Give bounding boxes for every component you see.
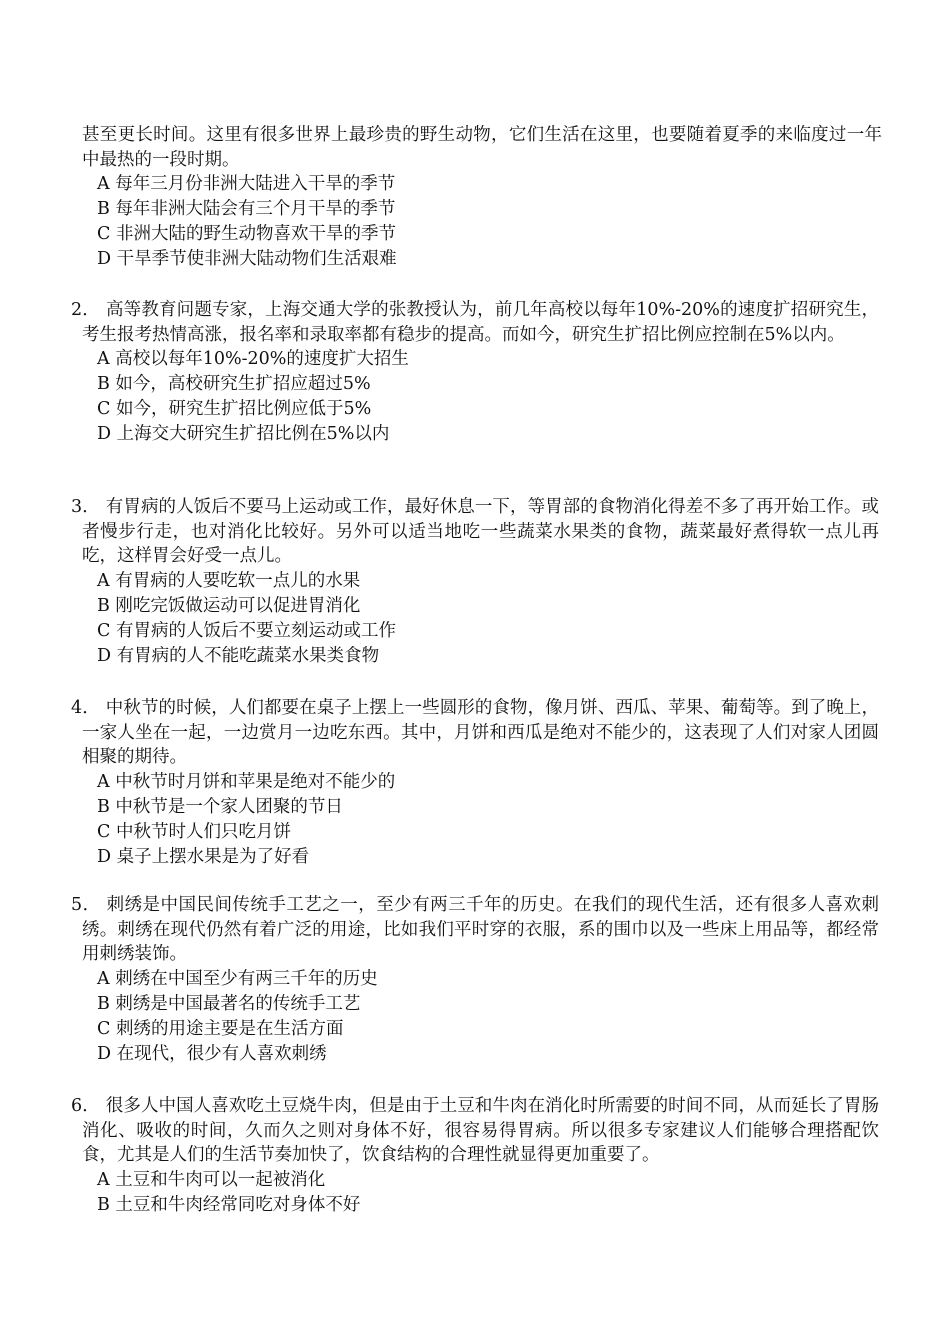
option-a[interactable]: A 每年三月份非洲大陆进入干旱的季节 [97, 174, 396, 194]
option-b[interactable]: B 每年非洲大陆会有三个月干旱的季节 [97, 199, 396, 219]
question-6-passage [71, 1094, 879, 1168]
option-c[interactable]: C 如今，研究生扩招比例应低于5% [97, 399, 372, 419]
option-a[interactable]: A 有胃病的人要吃软一点儿的水果 [97, 570, 361, 591]
passage-text: 中秋节的时候，人们都要在桌子上摆上一些圆形的食物，像月饼、西瓜、苹果、葡萄等。到了晚上，一家人坐在一起，一边赏月一边吃东西。其中，月饼和西瓜是绝对不能少的，这表现了人们对家人团圆相聚的期待。 [82, 698, 880, 767]
question-number: 3． [71, 497, 100, 517]
question-2 [71, 298, 879, 447]
question-number: 5． [71, 895, 101, 915]
option-a[interactable]: A 高校以每年10%-20%的速度扩大招生 [97, 349, 409, 369]
question-1-continuation [82, 123, 882, 272]
option-d[interactable]: D 桌子上摆水果是为了好看 [97, 846, 310, 867]
question-5 [71, 893, 879, 1067]
question-4-passage [71, 696, 879, 770]
option-c[interactable]: C 刺绣的用途主要是在生活方面 [97, 1018, 344, 1039]
question-2-options [71, 347, 879, 447]
option-b[interactable]: B 中秋节是一个家人团聚的节日 [97, 796, 343, 817]
passage-text: 刺绣是中国民间传统手工艺之一，至少有两三千年的历史。在我们的现代生活，还有很多人喜欢刺绣。刺绣在现代仍然有着广泛的用途，比如我们平时穿的衣服，系的围巾以及一些床上用品等，都经常用刺绣装饰。 [82, 895, 880, 964]
option-d[interactable]: D 有胃病的人不能吃蔬菜水果类食物 [97, 645, 380, 666]
option-d[interactable]: D 在现代，很少有人喜欢刺绣 [97, 1043, 327, 1064]
question-4-options [71, 770, 879, 870]
question-5-options [71, 967, 879, 1067]
question-number: 2． [71, 300, 100, 320]
question-number: 4． [71, 698, 100, 718]
question-3-options [71, 569, 879, 669]
passage-text: 很多人中国人喜欢吃土豆烧牛肉，但是由于土豆和牛肉在消化时所需要的时间不同，从而延长了胃肠消化、吸收的时间，久而久之则对身体不好，很容易得胃病。所以很多专家建议人们能够合理搭配饮食，尤其是人们的生活节奏加快了，饮食结构的合理性就显得更加重要了。 [82, 1096, 880, 1165]
question-3-passage [71, 495, 879, 569]
option-a[interactable]: A 土豆和牛肉可以一起被消化 [97, 1169, 326, 1190]
option-c[interactable]: C 有胃病的人饭后不要立刻运动或工作 [97, 620, 396, 641]
question-number: 6． [71, 1096, 100, 1116]
passage-text: 高等教育问题专家，上海交通大学的张教授认为，前几年高校以每年10%-20%的速度扩招研究生，考生报考热情高涨，报名率和录取率都有稳步的提高。而如今，研究生扩招比例应控制在5%以内。 [82, 300, 879, 345]
option-a[interactable]: A 刺绣在中国至少有两三千年的历史 [97, 968, 378, 989]
option-b[interactable]: B 刺绣是中国最著名的传统手工艺 [97, 993, 361, 1014]
option-b[interactable]: B 如今，高校研究生扩招应超过5% [97, 374, 371, 394]
question-6-options [71, 1168, 879, 1218]
option-d[interactable]: D 上海交大研究生扩招比例在5%以内 [97, 424, 390, 444]
option-c[interactable]: C 中秋节时人们只吃月饼 [97, 821, 291, 842]
option-b[interactable]: B 刚吃完饭做运动可以促进胃消化 [97, 595, 361, 616]
question-2-passage [71, 298, 879, 347]
question-5-passage [71, 893, 879, 967]
option-d[interactable]: D 干旱季节使非洲大陆动物们生活艰难 [97, 249, 397, 269]
question-4 [71, 696, 879, 870]
option-b[interactable]: B 土豆和牛肉经常同吃对身体不好 [97, 1194, 361, 1215]
passage-text: 有胃病的人饭后不要马上运动或工作，最好休息一下，等胃部的食物消化得差不多了再开始工作。或者慢步行走，也对消化比较好。另外可以适当地吃一些蔬菜水果类的食物，蔬菜最好煮得软一点儿再吃，这样胃会好受一点儿。 [82, 497, 880, 566]
question-3 [71, 495, 879, 669]
question-6 [71, 1094, 879, 1218]
question-1-passage: 甚至更长时间。这里有很多世界上最珍贵的野生动物，它们生活在这里，也要随着夏季的来临度过一年中最热的一段时期。 [82, 125, 882, 170]
question-1-options [82, 172, 882, 272]
option-c[interactable]: C 非洲大陆的野生动物喜欢干旱的季节 [97, 224, 396, 244]
option-a[interactable]: A 中秋节时月饼和苹果是绝对不能少的 [97, 771, 396, 792]
